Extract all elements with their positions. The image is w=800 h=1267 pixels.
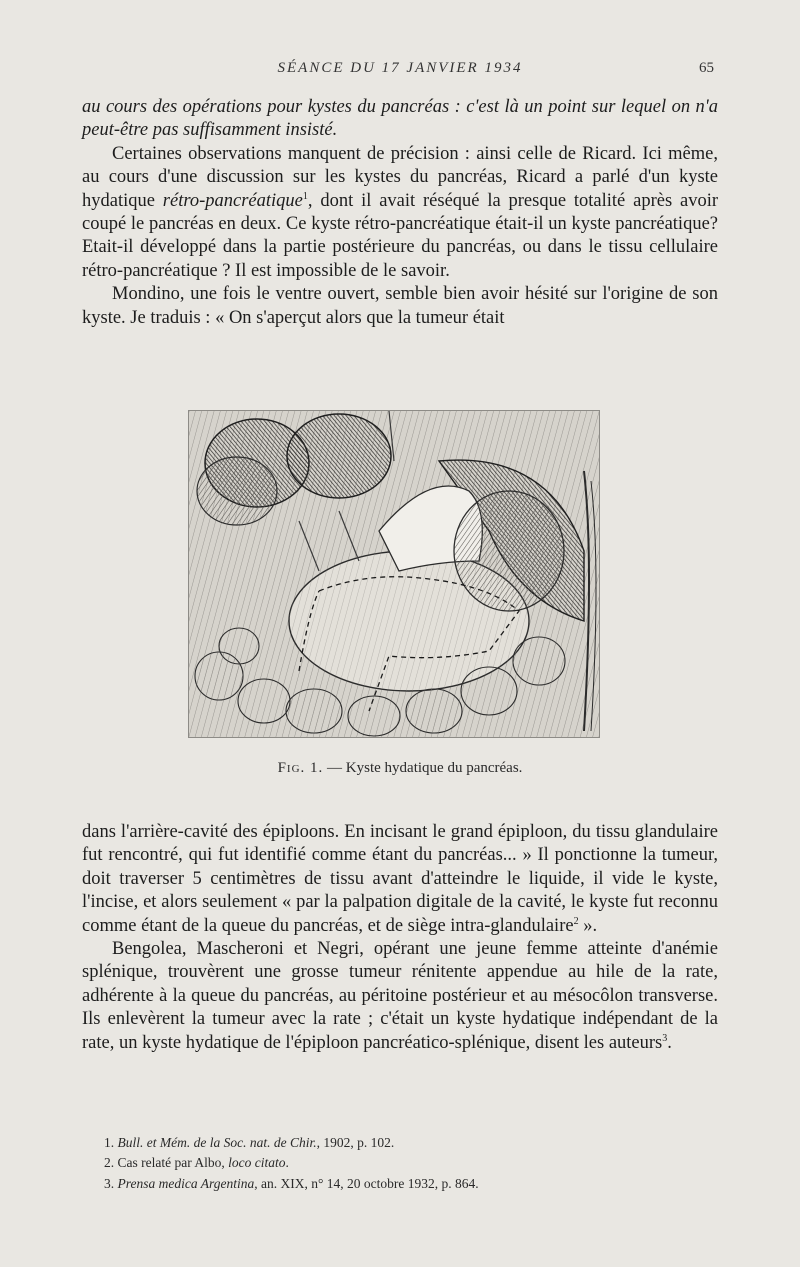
footnote-2 [104, 1153, 724, 1173]
body-text-top [82, 96, 718, 330]
footnote-ref-3: 3 [662, 1032, 668, 1044]
paragraph-2-text-b: , dont il avait réséqué la presque totalité après avoir coupé le pancréas en deux. Ce kyste rétro-pancréatique était-il un kyste pancréatique? Etait-il développé dans la partie postérieure du pancréas, ou dans le tissu cellulaire rétro-pancréatique ? Il est impossible de le savoir. [82, 190, 718, 281]
figure-caption-label: Fig. 1. [277, 760, 324, 776]
footnote-1-number: 1. [104, 1135, 115, 1150]
footnote-ref-2: 2 [573, 915, 579, 927]
paragraph-3: Mondino, une fois le ventre ouvert, semble bien avoir hésité sur l'origine de son kyste. Je traduis : « On s'aperçut alors que la tumeur était [82, 284, 718, 328]
paragraph-5-text-a: Bengolea, Mascheroni et Negri, opérant une jeune femme atteinte d'anémie splénique, trouvèrent une grosse tumeur rénitente appendue au hile de la rate, adhérente à la queue du pancréas, au péritoine postérieur et au mésocôlon transverse. Ils enlevèrent la tumeur avec la rate ; c'était un kyste hydatique indépendant de la rate, un kyste hydatique de l'épiploon pancréatico-splénique, disent les auteurs [82, 939, 718, 1053]
footnote-1-source: Bull. et Mém. de la Soc. nat. de Chir. [117, 1135, 317, 1150]
figure-caption-text: — Kyste hydatique du pancréas. [323, 760, 523, 776]
footnotes [104, 1133, 724, 1194]
page-number: 65 [699, 60, 714, 76]
paragraph-2-text-a: Certaines observations manquent de précision : ainsi celle de Ricard. Ici même, au cours d'une discussion sur les kystes du pancréas, Ricard a parlé d'un kyste hydatique [82, 143, 718, 211]
body-text-bottom [82, 821, 718, 1055]
footnote-2-pre: Cas relaté par Albo, [117, 1155, 229, 1171]
running-head [0, 60, 800, 84]
footnote-3 [104, 1174, 724, 1194]
footnote-2-number: 2. [104, 1155, 115, 1171]
paragraph-2 [82, 143, 718, 283]
footnote-2-source: loco citato [228, 1155, 286, 1171]
running-title: SÉANCE DU 17 JANVIER 1934 [277, 60, 523, 76]
anatomical-illustration [188, 410, 600, 738]
figure-caption [0, 760, 800, 777]
paragraph-4-text-b: ». [578, 915, 598, 936]
footnote-1-rest: , 1902, p. 102. [316, 1135, 395, 1150]
footnote-ref-1: 1 [302, 190, 308, 202]
paragraph-5-text-b: . [667, 1032, 672, 1053]
footnote-2-rest: . [285, 1155, 289, 1171]
footnote-3-rest: , an. XIX, n° 14, 20 octobre 1932, p. 864. [254, 1175, 479, 1191]
paragraph-1: au cours des opérations pour kystes du pancréas : c'est là un point sur lequel on n'a peut-être pas suffisamment insisté. [82, 97, 718, 141]
footnote-3-source: Prensa medica Argentina [117, 1175, 255, 1191]
paragraph-5 [82, 938, 718, 1055]
footnote-3-number: 3. [104, 1175, 115, 1191]
footnote-1 [104, 1133, 724, 1153]
paragraph-4-text-a: dans l'arrière-cavité des épiploons. En incisant le grand épiploon, du tissu glandulaire fut rencontré, qui fut identifié comme étant du pancréas... » Il ponctionne la tumeur, doit traverser 5 centimètres de tissu avant d'atteindre le liquide, il vide le kyste, l'incise, et alors seulement « par la palpation digitale de la cavité, le kyste fut reconnu comme étant de la queue du pancréas, et de siège intra-glandulaire [82, 822, 718, 936]
paragraph-4 [82, 821, 718, 938]
paragraph-2-italic: rétro-pancréatique [162, 190, 303, 211]
